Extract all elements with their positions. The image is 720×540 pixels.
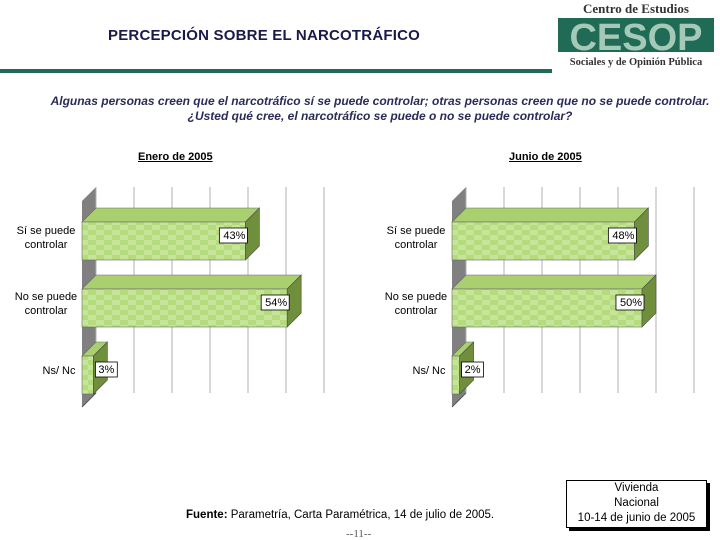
cat-label-no-2: No se puede controlar <box>384 291 448 317</box>
period-title-enero: Enero de 2005 <box>138 151 213 163</box>
value-label-1: 50% <box>619 297 642 309</box>
bar-top-0 <box>82 208 259 222</box>
cesop-logo <box>556 0 716 72</box>
bar-top-0 <box>452 208 648 222</box>
survey-info-box: Vivienda Nacional 10-14 de junio de 2005 <box>566 480 707 528</box>
source-note <box>186 509 494 521</box>
logo-top-text: Centro de Estudios <box>583 1 689 16</box>
bar-2 <box>82 356 93 394</box>
source-label: Fuente: <box>186 509 228 521</box>
value-label-1: 54% <box>265 297 288 309</box>
bar-0 <box>452 222 634 260</box>
value-label-0: 43% <box>223 230 246 242</box>
survey-question: Algunas personas creen que el narcotráfico sí se puede controlar; otras personas creen que no se puede controlar. ¿Usted qué cree, el narcotráfico se puede o no se puede controlar? <box>50 94 710 123</box>
value-label-2: 2% <box>464 364 481 376</box>
chart-enero-2005 <box>80 185 325 415</box>
cat-label-ns-1: Ns/ Nc <box>42 365 76 377</box>
logo-bottom-text: Sociales y de Opinión Pública <box>569 57 703 68</box>
period-title-junio: Junio de 2005 <box>509 151 582 163</box>
source-text: Parametría, Carta Paramétrica, 14 de julio de 2005. <box>230 509 495 521</box>
page-title: PERCEPCIÓN SOBRE EL NARCOTRÁFICO <box>108 27 420 44</box>
bar-2 <box>452 356 460 394</box>
logo-main-text: CESOP <box>569 17 703 59</box>
title-rule <box>0 69 552 73</box>
cat-label-no-1: No se puede controlar <box>14 291 78 317</box>
bar-top-1 <box>452 275 656 289</box>
cat-label-ns-2: Ns/ Nc <box>412 365 446 377</box>
page-number: --11-- <box>346 528 372 540</box>
bar-top-1 <box>82 275 301 289</box>
value-label-2: 3% <box>98 364 115 376</box>
bar-1 <box>82 289 287 327</box>
bar-1 <box>452 289 642 327</box>
value-label-0: 48% <box>612 230 635 242</box>
cat-label-si-2: Sí se puede controlar <box>386 225 446 251</box>
chart-junio-2005 <box>450 185 695 415</box>
cat-label-si-1: Sí se puede controlar <box>16 225 76 251</box>
